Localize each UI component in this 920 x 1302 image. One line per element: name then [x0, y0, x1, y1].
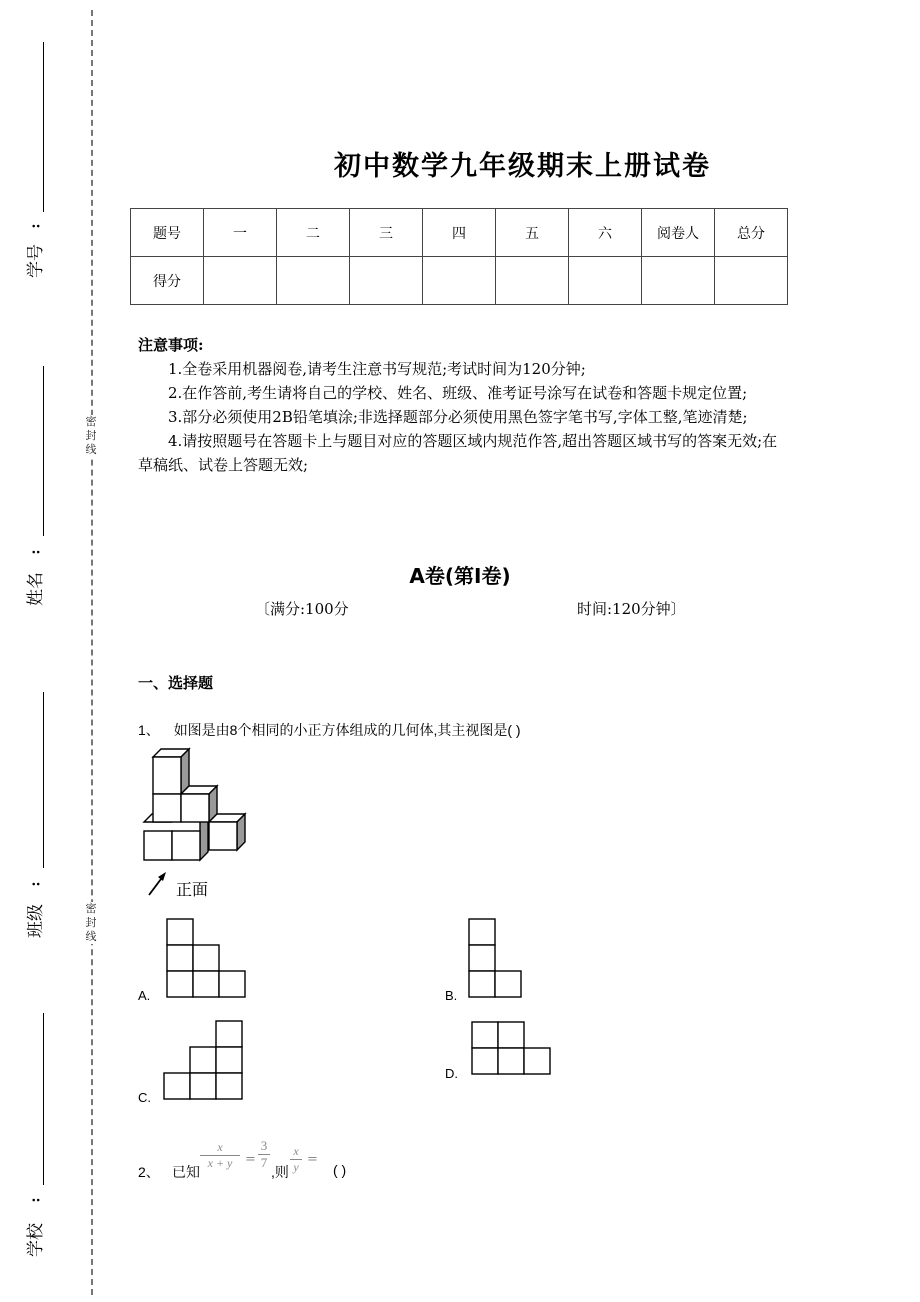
- header-cell: 四: [423, 209, 496, 257]
- equals-sign-2: =: [307, 1152, 318, 1167]
- student-id-fill-line[interactable]: [43, 42, 44, 212]
- seal-text-top: 密 封 线: [85, 415, 97, 456]
- arrow-icon: [146, 870, 168, 898]
- student-id-colon: :: [27, 223, 44, 229]
- exam-title: 初中数学九年级期末上册试卷: [334, 151, 711, 182]
- option-d-label[interactable]: D.: [445, 1066, 458, 1081]
- header-cell: 二: [277, 209, 350, 257]
- seal-text-bottom: 密 封 线: [85, 902, 97, 943]
- header-cell: 五: [496, 209, 569, 257]
- part-title: 一、选择题: [138, 674, 214, 692]
- name-fill-line[interactable]: [43, 366, 44, 536]
- name-label: 姓名: [26, 572, 46, 606]
- fraction-2: 3 7: [258, 1138, 270, 1171]
- section-title: A卷(第I卷): [409, 564, 511, 588]
- cube-figure: [140, 752, 255, 867]
- question-1: [138, 720, 521, 740]
- fraction-3: x y: [290, 1144, 302, 1175]
- note-item: 4.请按照题号在答题卡上与题目对应的答题区域内规范作答,超出答题区域书写的答案无效;在草稿纸、试卷上答题无效;: [138, 432, 778, 474]
- exam-time: 时间:120分钟〕: [577, 600, 686, 618]
- header-cell: 总分: [715, 209, 788, 257]
- question-text: 如图是由8个相同的小正方体组成的几何体,其主视图是( ): [173, 722, 521, 738]
- header-cell: 六: [569, 209, 642, 257]
- score-cell[interactable]: [277, 257, 350, 305]
- school-label: 学校: [26, 1223, 46, 1257]
- score-cell[interactable]: [350, 257, 423, 305]
- score-cell[interactable]: [715, 257, 788, 305]
- answer-parentheses[interactable]: ( ): [333, 1162, 347, 1178]
- class-colon: :: [27, 881, 44, 887]
- header-cell: 题号: [131, 209, 204, 257]
- question-2-number: 2、: [138, 1164, 160, 1180]
- note-item: 2.在作答前,考生请将自己的学校、姓名、班级、准考证号涂写在试卷和答题卡规定位置;: [168, 384, 748, 402]
- score-table-score-row: [131, 257, 788, 305]
- question-2-prefix: 已知: [172, 1164, 200, 1180]
- score-table: [130, 208, 788, 305]
- note-item: 3.部分必须使用2B铅笔填涂;非选择题部分必须使用黑色签字笔书写,字体工整,笔迹清楚;: [168, 408, 748, 426]
- question-number: 1、: [138, 722, 160, 738]
- name-colon: :: [27, 549, 44, 555]
- option-b-figure[interactable]: [468, 918, 522, 998]
- notes-section: [138, 333, 788, 477]
- binding-dashed-line: [91, 10, 93, 1295]
- score-cell[interactable]: [423, 257, 496, 305]
- header-cell: 阅卷人: [642, 209, 715, 257]
- school-fill-line[interactable]: [43, 1013, 44, 1185]
- equals-sign: =: [245, 1152, 256, 1167]
- option-b-label[interactable]: B.: [445, 988, 458, 1003]
- fraction-1: x x + y: [200, 1140, 240, 1171]
- option-c-figure[interactable]: [163, 1020, 243, 1100]
- score-cell[interactable]: [569, 257, 642, 305]
- class-label: 班级: [26, 904, 46, 938]
- school-colon: :: [27, 1197, 44, 1203]
- score-cell[interactable]: [642, 257, 715, 305]
- question-2-then: ,则: [271, 1164, 289, 1180]
- score-row-label: 得分: [131, 257, 204, 305]
- score-table-header-row: [131, 209, 788, 257]
- notes-heading: 注意事项:: [138, 336, 204, 354]
- class-fill-line[interactable]: [43, 692, 44, 868]
- option-c-label[interactable]: C.: [138, 1090, 151, 1105]
- option-a-label[interactable]: A.: [138, 988, 151, 1003]
- student-id-label: 学号: [26, 244, 46, 278]
- option-d-figure[interactable]: [471, 1021, 551, 1075]
- header-cell: 三: [350, 209, 423, 257]
- score-cell[interactable]: [496, 257, 569, 305]
- note-item: 1.全卷采用机器阅卷,请考生注意书写规范;考试时间为120分钟;: [168, 360, 586, 378]
- score-cell[interactable]: [204, 257, 277, 305]
- full-score: 〔满分:100分: [255, 600, 349, 618]
- front-label: 正面: [176, 882, 209, 899]
- option-a-figure[interactable]: [166, 918, 246, 998]
- header-cell: 一: [204, 209, 277, 257]
